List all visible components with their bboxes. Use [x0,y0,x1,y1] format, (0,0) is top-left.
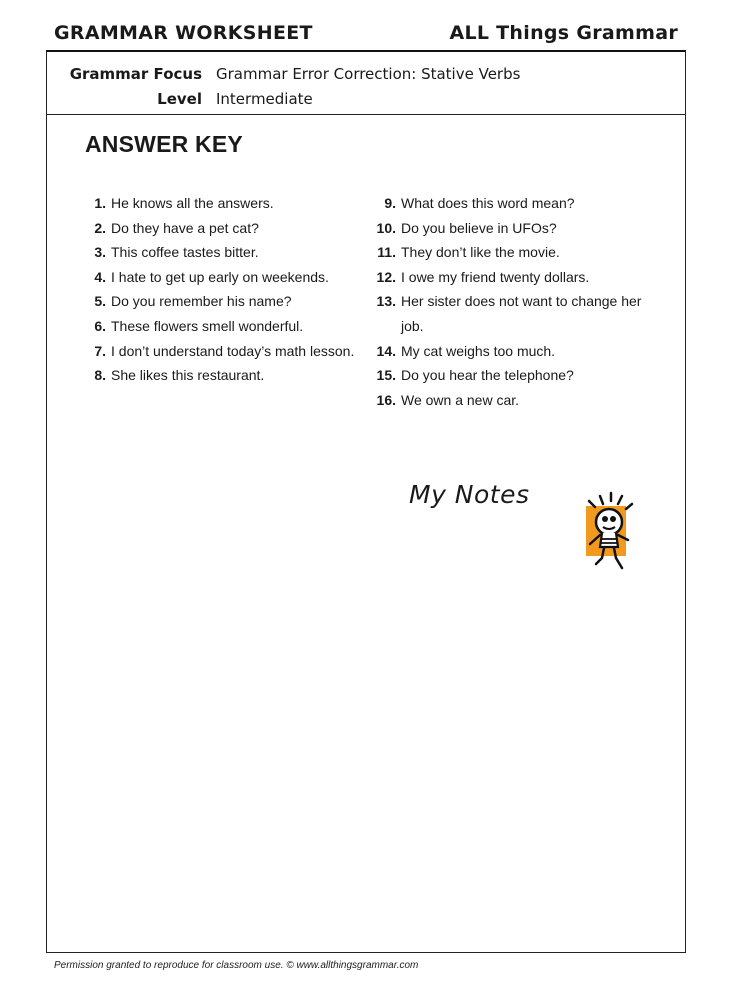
answer-list-right [366,191,666,412]
worksheet-title: GRAMMAR WORKSHEET [54,22,313,44]
answer-number: 7. [94,342,106,359]
answer-text: Her sister does not want to change her job. [401,293,642,334]
answer-text: Do they have a pet cat? [111,219,259,236]
answer-text: Do you remember his name? [111,293,292,310]
copyright-footer: Permission granted to reproduce for classroom use. © www.allthingsgrammar.com [54,960,419,971]
answer-text: I hate to get up early on weekends. [111,268,329,285]
answer-text: What does this word mean? [401,195,575,211]
answer-number: 11. [377,244,396,261]
answer-item [366,339,666,364]
level-label: Level [157,90,202,108]
answer-number: 5. [94,293,106,310]
answer-item [76,339,366,364]
grammar-focus-label: Grammar Focus [69,65,202,83]
answer-item [76,240,366,265]
answer-number: 6. [94,317,106,334]
answer-text: She likes this restaurant. [111,367,265,384]
answer-number: 4. [94,268,106,285]
answer-text: He knows all the answers. [111,195,274,211]
answer-text: My cat weighs too much. [401,342,556,359]
answer-item [76,363,366,388]
answer-number: 8. [94,367,106,384]
answer-number: 16. [376,391,396,408]
brand-title: ALL Things Grammar [449,22,678,44]
answer-number: 13. [376,293,396,310]
answer-text: They don’t like the movie. [401,244,560,261]
answer-item [76,314,366,339]
grammar-focus-value: Grammar Error Correction: Stative Verbs [216,65,521,83]
answer-number: 10. [376,219,396,236]
answer-item [366,191,666,216]
answer-text: We own a new car. [401,391,520,408]
level-value: Intermediate [216,90,313,108]
answer-number: 12. [376,268,396,285]
answer-item [366,289,666,338]
answer-text: These flowers smell wonderful. [111,317,304,334]
answer-text: This coffee tastes bitter. [111,244,259,261]
answer-item [76,289,366,314]
meta-divider [46,114,686,115]
answer-list-left [76,191,366,388]
lightbulb-mascot-icon [578,490,642,576]
answer-number: 2. [94,219,106,236]
answer-item [366,265,666,290]
answer-item [76,265,366,290]
answer-number: 9. [384,195,396,211]
answer-number: 15. [376,367,396,384]
answer-number: 14. [376,342,396,359]
answer-item [366,388,666,413]
answer-item [76,216,366,241]
answer-number: 1. [94,195,106,211]
answer-text: I don’t understand today’s math lesson. [111,342,355,359]
answer-text: Do you hear the telephone? [401,367,574,384]
my-notes-label: My Notes [409,480,530,509]
answer-text: Do you believe in UFOs? [401,219,557,236]
answer-number: 3. [94,244,106,261]
answer-item [76,191,366,216]
answer-key-title: ANSWER KEY [85,131,243,157]
answer-text: I owe my friend twenty dollars. [401,268,590,285]
answer-item [366,216,666,241]
answer-item [366,363,666,388]
answer-item [366,240,666,265]
